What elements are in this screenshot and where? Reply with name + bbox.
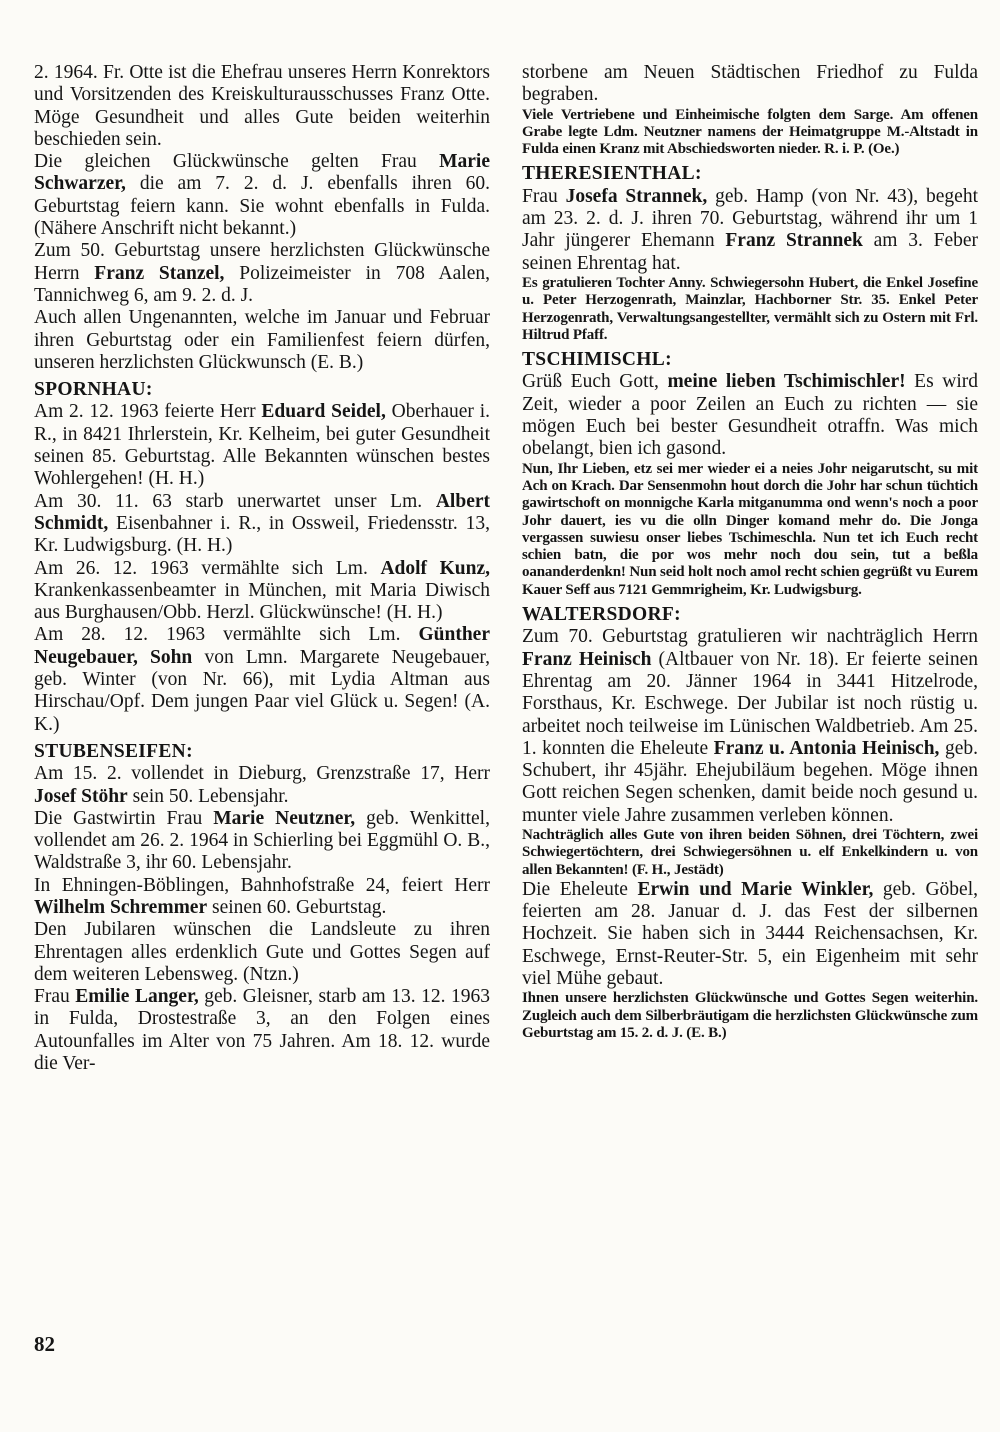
body-text: Die Gastwirtin Frau [34,807,214,829]
body-text: storbene am Neuen Städtischen Friedhof zu Fulda begraben. [522,62,978,106]
bold-text: Franz u. Antonia Heinisch, [713,737,940,759]
bold-text: Marie Neutzner, [213,807,356,829]
section-heading [522,163,978,185]
body-text: die am 7. 2. d. J. ebenfalls ihren 60. Geburtstag feiern kann. Sie wohnt ebenfalls in Fulda. (Nähere Anschrift nicht bekannt.) [34,173,490,240]
paragraph [34,307,490,374]
bold-text: SPORNHAU: [34,379,153,401]
body-text: Krankenkassenbeamter in München, mit Maria Diwisch aus Burghausen/Obb. Herzl. Glückwünsche! (H. H.) [34,579,490,624]
body-text: seinen 60. Geburtstag. [207,896,387,918]
paragraph [34,919,490,986]
body-text: Es gratulieren Tochter Anny. Schwiegersohn Hubert, die Enkel Josefine u. Peter Herzogenrath, Mainzlar, Hachborner Str. 35. Enkel Peter Herzogenrath, Verwaltungsangestellter, vermählt sich zu Ostern mit Frl. Hiltrud Pfaff. [522,274,978,343]
paragraph [522,371,978,460]
body-text: Nachträglich alles Gute von ihren beiden Söhnen, drei Töchtern, zwei Schwiegertöchtern, drei Schwiegersöhnen u. elf Enkelkindern u. von allen Bekannten! (F. H., Jestädt) [522,826,978,878]
bold-text: Wilhelm Schremmer [34,896,208,918]
bold-text: Emilie Langer, [75,986,199,1008]
body-text: Auch allen Ungenannten, welche im Januar und Februar ihren Geburtstag oder ein Familienfest feiern dürfen, unseren herzlichsten Glückwunsch (E. B.) [34,307,490,373]
body-text: Am 2. 12. 1963 feierte Herr [34,401,262,423]
two-column-layout [34,62,978,1075]
body-text: Den Jubilaren wünschen die Landsleute zu ihren Ehrentagen alles erdenklich Gute und Gottes Segen auf dem weiteren Lebensweg. (Ntzn.) [34,919,490,985]
bold-text: Franz Stanzel, [94,262,225,284]
body-text: Grüß Euch Gott, [522,371,668,393]
body-text: Die Eheleute [522,878,638,900]
body-text: geb. Schubert, ihr 45jähr. Ehejubiläum begehen. Möge ihnen Gott reichen Segen schenken, damit beide noch gesund u. munter viele Jahre zusammen verleben können. [522,737,978,826]
section-heading [34,741,490,763]
paragraph [34,62,490,151]
paragraph [522,62,978,107]
body-text: von Lmn. Margarete Neugebauer, geb. Winter (von Nr. 66), mit Lydia Altman aus Hirschau/Opf. Dem jungen Paar viel Glück u. Segen! (A. K.) [34,646,491,735]
bold-text: THERESIENTHAL: [522,163,702,185]
fine-print-paragraph [522,275,978,344]
bold-text: Eduard Seidel, [261,401,386,423]
bold-text: Adolf Kunz, [380,557,490,579]
bold-text: Albert Schmidt, [34,490,490,534]
paragraph [34,240,490,307]
paragraph [34,491,490,558]
body-text: geb. Göbel, feierten am 28. Januar d. J. das Fest der silbernen Hochzeit. Sie haben sich in 3444 Reichensachsen, Kr. Eschwege, Ernst-Reuter-Str. 5, ein Eigenheim mit sehr viel Mühe gebaut. [522,878,979,990]
bold-text: meine lieben Tschimischler! [667,371,906,393]
bold-text: WALTERSDORF: [522,604,681,626]
paragraph [522,879,978,990]
paragraph [522,626,978,827]
bold-text: Josefa Strannek, [565,185,708,207]
bold-text: Marie Schwarzer, [34,151,490,195]
paragraph [34,401,490,490]
body-text: 2. 1964. Fr. Otte ist die Ehefrau unseres Herrn Konrektors und Vorsitzenden des Kreiskulturausschusses Franz Otte. Möge Gesundheit und alles Gute beiden weiterhin beschieden sein. [34,62,490,150]
left-column [34,62,490,1075]
bold-text: Günther Neugebauer, Sohn [34,624,490,668]
page-number: 82 [34,1332,55,1356]
body-text: Frau [522,185,566,207]
fine-print-paragraph [522,107,978,159]
body-text: geb. Gleisner, starb am 13. 12. 1963 in Fulda, Drostestraße 3, an den Folgen eines Autounfalles im Alter von 75 Jahren. Am 18. 12. wurde die Ver- [34,986,490,1075]
section-heading [34,379,490,401]
bold-text: Erwin und Marie Winkler, [637,878,874,900]
body-text: Am 30. 11. 63 starb unerwartet unser Lm. [34,490,436,512]
body-text: (Altbauer von Nr. 18). Er feierte seinen Ehrentag am 20. Jänner 1964 in 3441 Hitzelrode, Forsthaus, Kr. Eschwege. Der Jubilar ist noch rüstig u. arbeitet noch teilweise im Lünischen Waldbetrieb. Am 25. 1. konnten die Eheleute [522,648,978,759]
body-text: Zum 70. Geburtstag gratulieren wir nachträglich Herrn [522,626,978,648]
body-text: sein 50. Lebensjahr. [127,785,289,807]
body-text: aus 7121 Gemmrigheim, Kr. Ludwigsburg. [589,581,862,598]
body-text: Am 15. 2. vollendet in Dieburg, Grenzstraße 17, Herr [34,763,490,785]
bold-text: Franz Strannek [725,230,863,252]
fine-print-paragraph [522,990,978,1042]
bold-text: Franz Heinisch [522,648,652,670]
paragraph [522,186,978,275]
body-text: Zum 50. Geburtstag unsere herzlichsten Glückwünsche Herrn [34,240,490,284]
body-text: Es wird Zeit, wieder a poor Zeilen an Euch zu richten — sie mögen Euch bei bester Gesundheit otraffn. Was mich obelangt, bien ich gasond. [522,371,978,460]
body-text: am 3. Feber seinen Ehrentag hat. [522,230,979,274]
fine-print-paragraph [522,827,978,879]
body-text: Die gleichen Glückwünsche gelten Frau [34,151,440,173]
paragraph [34,875,490,920]
paragraph [34,624,490,735]
bold-text: Kauer Seff [522,581,590,598]
paragraph [34,986,490,1075]
body-text: geb. Hamp (von Nr. 43), begeht am 23. 2. d. J. ihren 70. Geburtstag, während ihr um 1 Jahr jüngerer Ehemann [522,185,978,252]
body-text: Frau [34,986,76,1008]
body-text: Am 28. 12. 1963 vermählte sich Lm. [34,624,419,646]
bold-text: TSCHIMISCHL: [522,349,672,371]
body-text: Oberhauer i. R., in 8421 Ihrlerstein, Kr. Kelheim, bei guter Gesundheit seinen 85. Geburtstag. Alle Bekannten wünschen bestes Wohlergehen! (H. H.) [34,401,490,490]
body-text: Ihnen unsere herzlichsten Glückwünsche und Gottes Segen weiterhin. Zugleich auch dem Silberbräutigam die herzlichsten Glückwünsche zum Geburtstag am 15. 2. d. J. (E. B.) [522,990,978,1041]
body-text: In Ehningen-Böblingen, Bahnhofstraße 24, feiert Herr [34,874,490,896]
paragraph [34,808,490,875]
body-text: Polizeimeister in 708 Aalen, Tannichweg 6, am 9. 2. d. J. [34,262,490,306]
bold-text: STUBENSEIFEN: [34,740,193,762]
right-column [522,62,978,1075]
fine-print-paragraph [522,461,978,599]
paragraph [34,558,490,625]
section-heading [522,349,978,371]
paragraph [34,763,490,808]
body-text: Eisenbahner i. R., in Ossweil, Friedensstr. 13, Kr. Ludwigsburg. (H. H.) [34,512,490,557]
paragraph [34,151,490,240]
body-text: Am 26. 12. 1963 vermählte sich Lm. [34,557,381,579]
section-heading [522,604,978,626]
body-text: Viele Vertriebene und Einheimische folgten dem Sarge. Am offenen Grabe legte Ldm. Neutzner namens der Heimatgruppe M.-Altstadt in Fulda einen Kranz mit Abschiedsworten nieder. R. i. P. (Oe.) [522,106,978,158]
bold-text: Josef Stöhr [34,785,128,807]
body-text: geb. Wenkittel, vollendet am 26. 2. 1964 in Schierling bei Eggmühl O. B., Waldstraße 3, ihr 60. Lebensjahr. [34,807,490,874]
body-text: Nun, Ihr Lieben, etz sei mer wieder ei a neies Johr neigarutscht, su mit Ach on Krach. Dar Sensenmohn hout dorch die Johr har schun tüchtich gawirtschoft on monnigche Karla mitganumma ond wenn's noch a poor Johr dauert, ies vu die olln Dinger komand mehr do. Die Jonga vergassen suwiesu onser liebes Tschimeschla. Nun tet ich Euch recht schien batn, die por wos mehr noch dou sein, tut a beßla oananderdenkn! Nun seid holt noch amol recht schien gegrüßt vu Eurem [522,460,978,581]
